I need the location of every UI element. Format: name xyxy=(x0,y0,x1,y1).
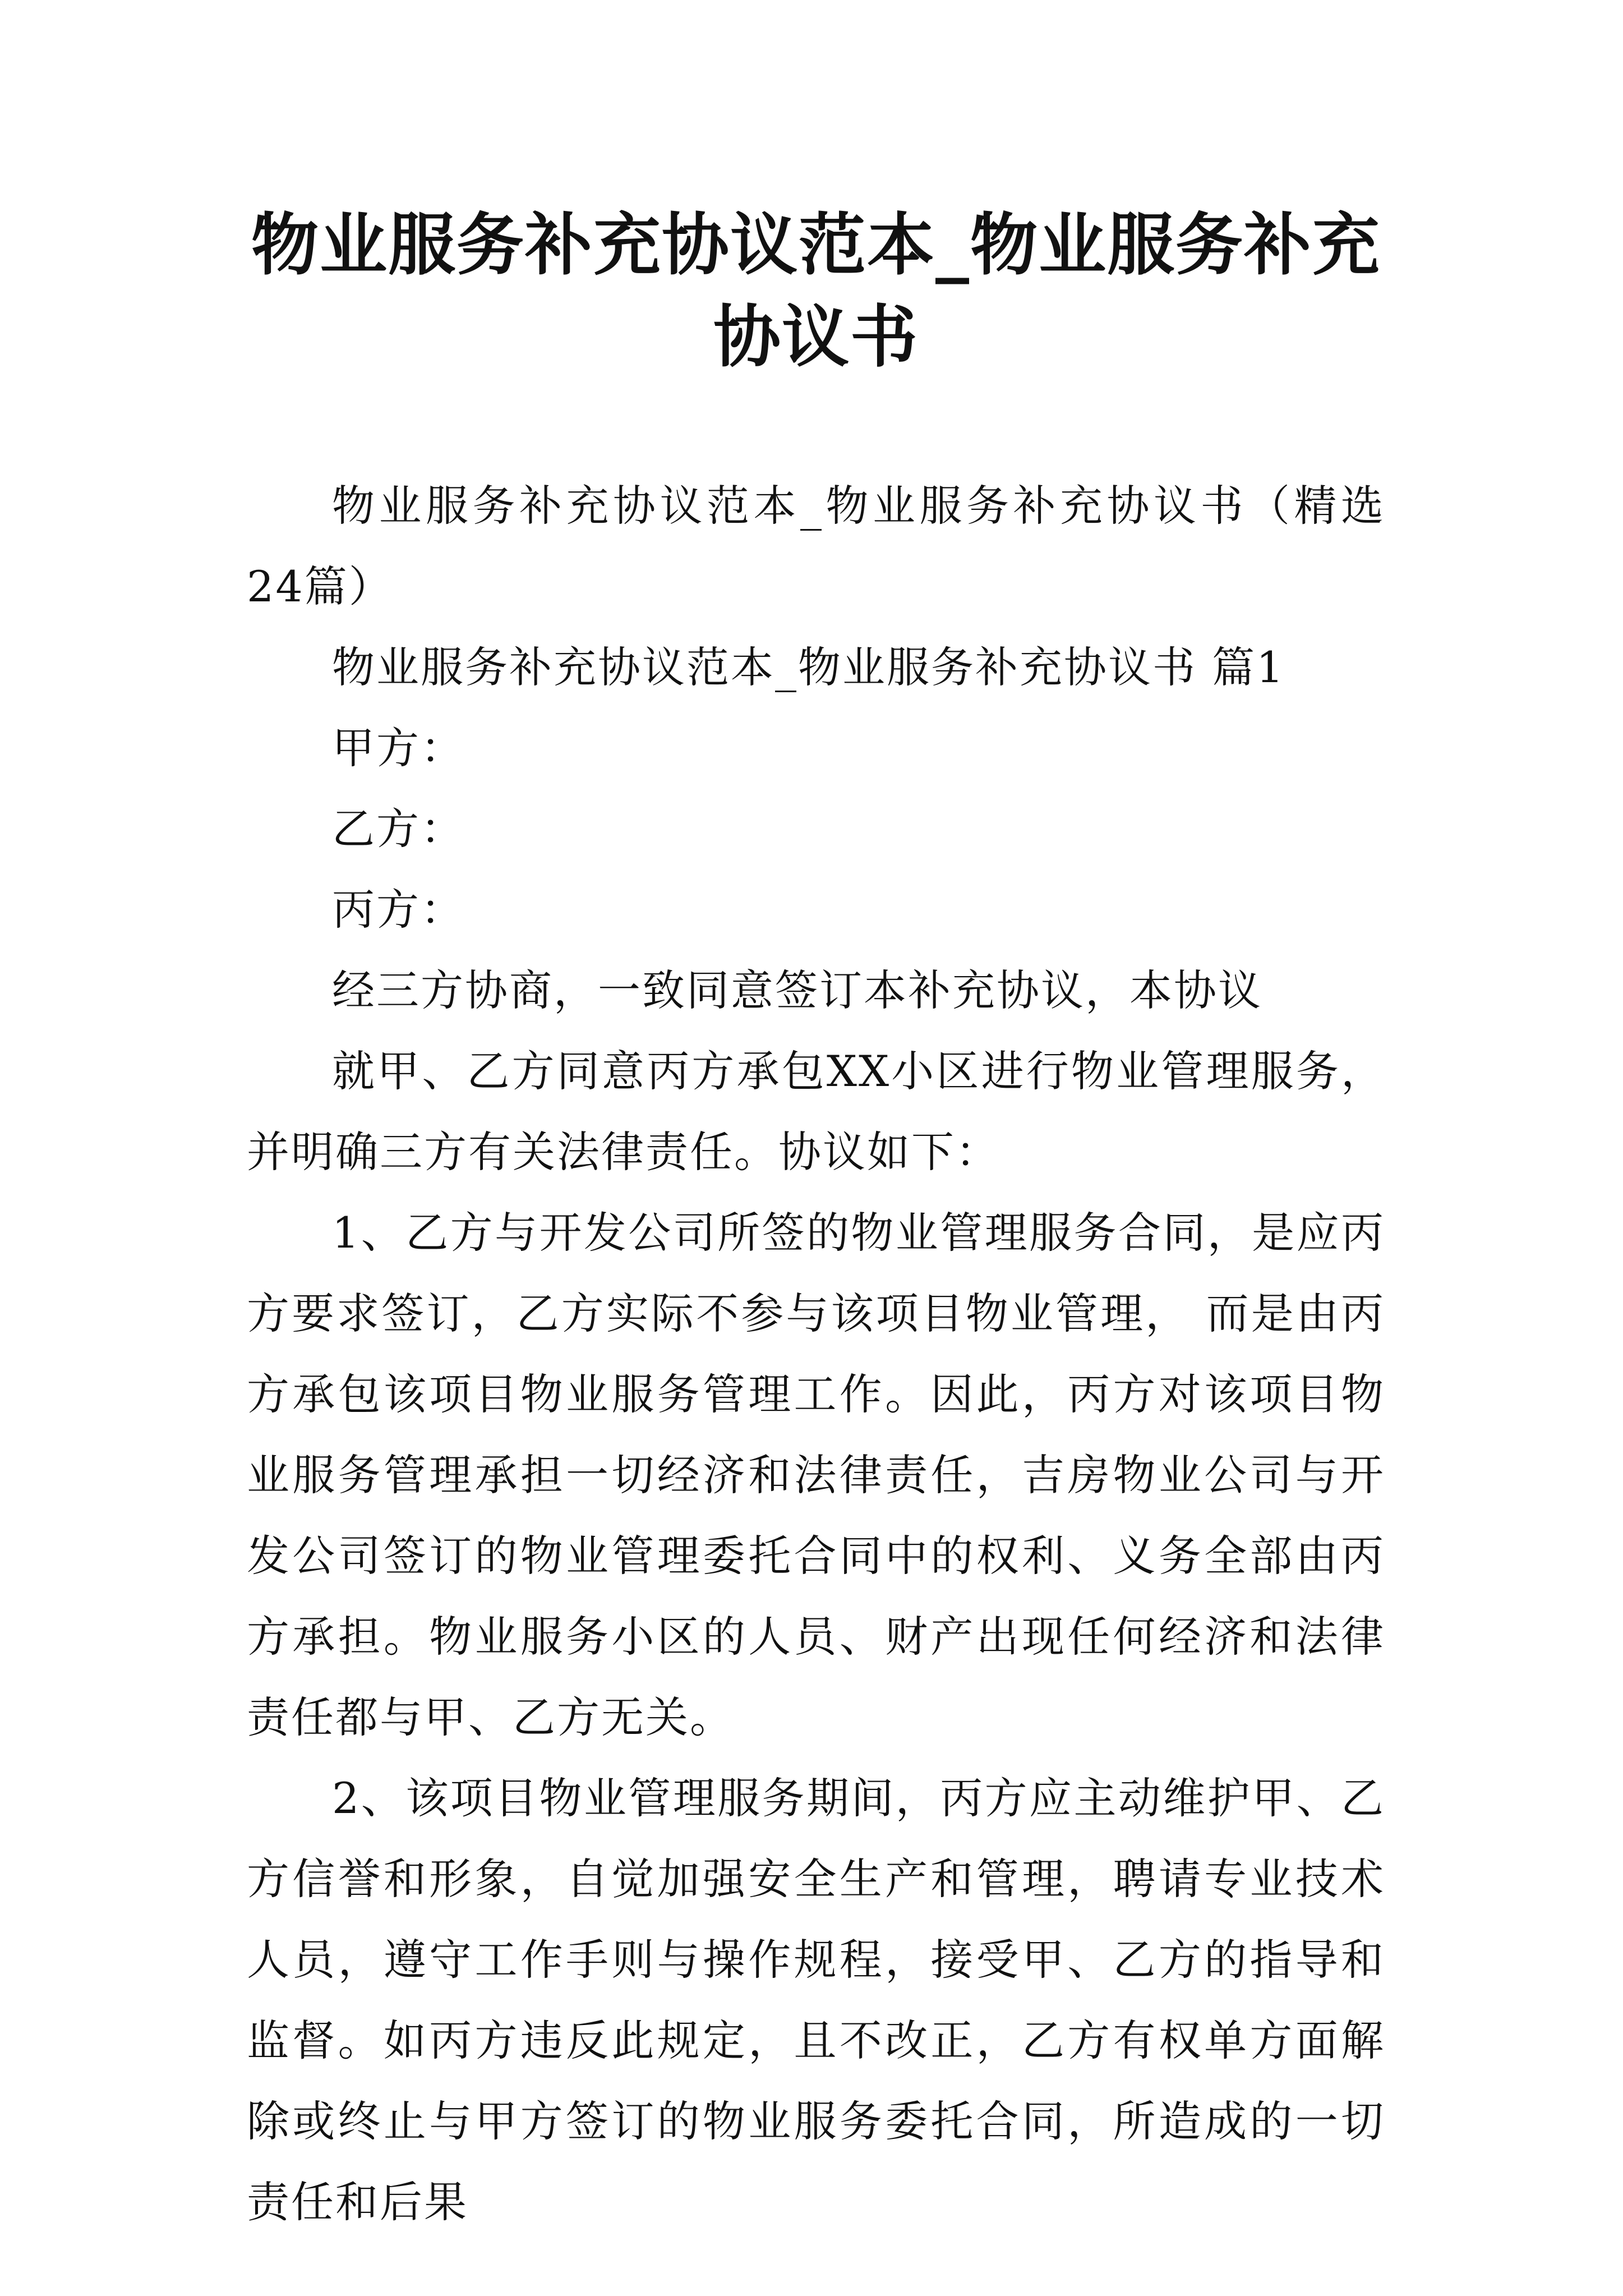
paragraph-intro: 经三方协商，一致同意签订本补充协议，本协议 xyxy=(332,965,1262,1015)
document-body xyxy=(247,466,1385,2243)
paragraph-clause-2: 2、该项目物业管理服务期间，丙方应主动维护甲、乙方信誉和形象，自觉加强安全生产和管理，聘请专业技术人员，遵守工作手则与操作规程，接受甲、乙方的指导和监督。如丙方违反此规定，且不改正，乙方有权单方面解除或终止与甲方签订的物业服务委托合同，所造成的一切责任和后果 xyxy=(247,1773,1385,2227)
paragraph-section-heading: 物业服务补充协议范本_物业服务补充协议书 篇1 xyxy=(332,642,1285,692)
paragraph-subtitle: 物业服务补充协议范本_物业服务补充协议书（精选24篇） xyxy=(247,481,1385,611)
paragraph-party-b: 乙方： xyxy=(332,804,465,854)
paragraph-party-a: 甲方： xyxy=(332,723,465,773)
paragraph-party-c: 丙方： xyxy=(332,885,465,935)
paragraph-scope: 就甲、乙方同意丙方承包XX小区进行物业管理服务，并明确三方有关法律责任。协议如下： xyxy=(247,1046,1385,1177)
document-title: 物业服务补充协议范本_物业服务补充协议书 xyxy=(251,205,1381,376)
paragraph-clause-1: 1、乙方与开发公司所签的物业管理服务合同，是应丙方要求签订，乙方实际不参与该项目物业管理， 而是由丙方承包该项目物业服务管理工作。因此，丙方对该项目物业服务管理承担一切经济和法律责任，吉房物业公司与开发公司签订的物业管理委托合同中的权利、义务全部由丙方承担。物业服务小区的人员、财产出现任何经济和法律责任都与甲、乙方无关。 xyxy=(247,1208,1385,1742)
